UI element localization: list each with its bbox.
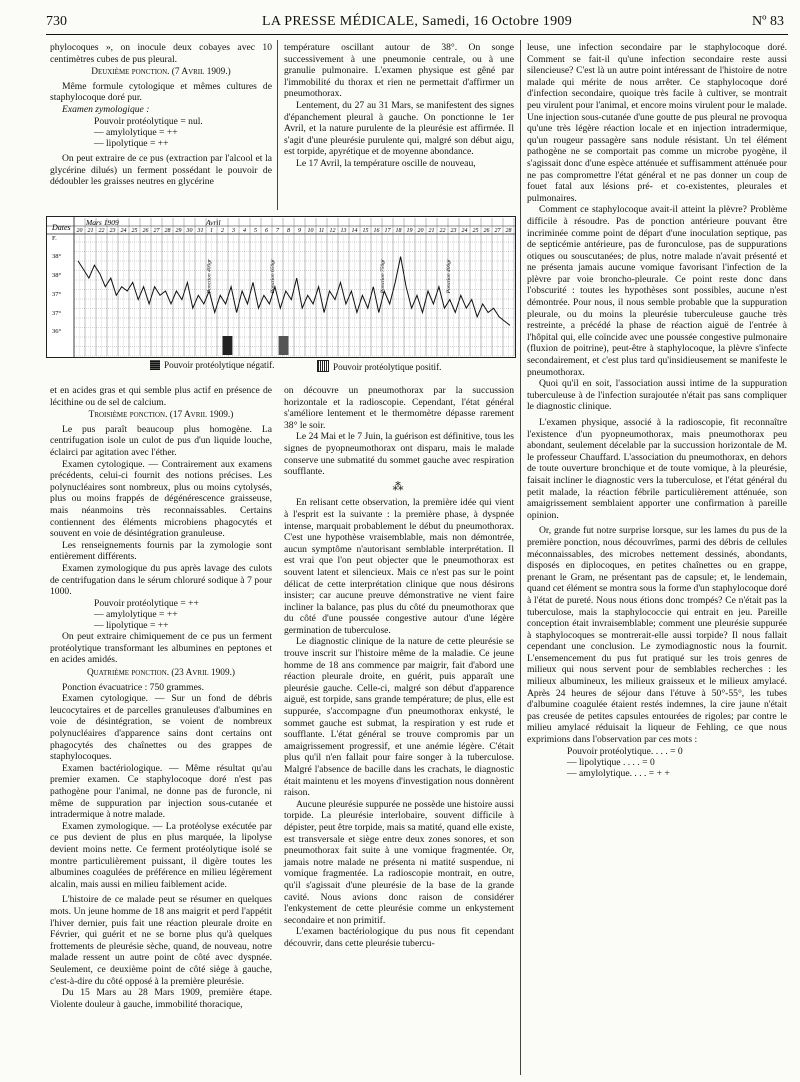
day-label: 7	[276, 228, 279, 234]
paragraph: on découvre un pneumothorax par la succussion horizontale et la radioscopie. Cependant, l'état général s'améliore lentement et le thermomètre dépasse rarement 38° le soir.	[284, 385, 514, 431]
y-label: F.	[52, 235, 57, 242]
legend-positive	[317, 360, 441, 372]
day-label: 14	[351, 228, 358, 234]
section-heading: Deuxième ponction. (7 Avril 1909.)	[91, 67, 231, 78]
day-label: 13	[340, 228, 347, 234]
paragraph: et en acides gras et qui semble plus actif en présence de lécithine ou de sel de calcium.	[50, 385, 272, 408]
formula-line: — lipolytique = ++	[94, 137, 169, 149]
y-label: 38°	[52, 272, 62, 279]
formula-block	[50, 116, 272, 150]
day-label: 2	[221, 228, 224, 234]
day-label: 31	[197, 228, 204, 234]
day-label: 3	[232, 228, 235, 234]
paragraph: Quoi qu'il en soit, l'association aussi intime de la suppuration tuberculeuse à de l'infection surajoutée n'était pas sans compliquer le diagnostic clinique.	[527, 378, 787, 413]
paragraph: Le diagnostic clinique de la nature de cette pleurésie se trouve inscrit sur l'histoire même de la maladie. Ce jeune homme de 18 ans commence par maigrir, fait d'abord une réaction pleurale droite, en guérit, puis apparaît une pleurésie gauche. Celle-ci, malgré son début d'apparence aiguë, est torpide, sans grande température; de plus, elle est suppurée, s'accompagne d'un pneumothorax enkysté, le sommet gauche est submat, la respiration y est rude et soufflante. L'état général se trouve compromis par un amaigrissement progressif, et une anémie légère. C'était plus qu'il n'en fallait pour faire songer à la tuberculose. Malgré l'absence de bacille dans les crachats, le diagnostic était maintenu et les moyens d'investigation nous donnèrent raison.	[284, 636, 514, 799]
day-label: 20	[76, 228, 83, 234]
puncture-label: Ponction 400gr	[446, 258, 453, 294]
positive-swatch	[317, 360, 329, 372]
paragraph: L'histoire de ce malade peut se résumer en quelques mots. Un jeune homme de 18 ans maigrit et perd l'appétit l'hiver dernier, puis fait une réaction pleurale droite en Février, qui guérit et ne se borne plus qu'à quelques frottements de pleurésie sèche, quand, de nouveau, notre malade ressent un autre point de côté avec dyspnée. Seulement, ce deuxième point de côté siège à gauche, c'est-à-dire du côté opposé à la première pleurésie.	[50, 894, 272, 987]
paragraph: Le 24 Mai et le 7 Juin, la guérison est définitive, tous les signes de pyopneumothorax ont disparu, mais le malade conserve une submatité du sommet gauche avec respiration soufflante.	[284, 431, 514, 478]
legend-negative	[150, 360, 274, 370]
page-header	[46, 14, 788, 35]
formula-block	[527, 746, 787, 780]
paragraph: Même formule cytologique et mêmes cultures de staphylocoque doré pur.	[50, 80, 272, 104]
day-label: 15	[362, 228, 369, 234]
column-1-top	[50, 42, 272, 188]
temperature-chart	[46, 216, 516, 358]
y-label: 38°	[52, 253, 62, 260]
paragraph: phylocoques », on inocule deux cobayes avec 10 centimètres cubes de pus pleural.	[50, 42, 272, 65]
paragraph: Le pus paraît beaucoup plus homogène. La centrifugation isole un culot de pus d'un liquide louche, éclairci par agitation avec l'éther.	[50, 423, 272, 458]
day-label: 17	[384, 228, 391, 234]
column-1-bottom	[50, 385, 272, 1010]
paragraph: Le 17 Avril, la température oscille de nouveau,	[296, 157, 476, 169]
paragraph: Comment ce staphylocoque avait-il atteint la plèvre? Problème difficile à résoudre. Pas de ponction antérieure pouvant être incriminée comme point de départ d'une inoculation septique, pas de septicémie antérieure, pas de furonculose, pas de suppurations otiques ou souscutanées; de plus, notre malade n'avait présenté et ne présenta jamais aucune vomique favorisant l'infection de la plèvre par voie broncho-pleurale. Ce point reste donc dans l'obscurité : toutes les hypothèses sont possibles, aucune n'est démontrée. Pour nous, il nous semble probable que la suppuration pleurale, ou du moins la pleurésie tuberculeuse gauche très restreinte, a précédé la phase de réaction aiguë de l'entrée à l'hôpital qui, elle coïncide avec une poussée congestive pulmonaire (fluxion de poitrine), peut-être à staphylocoque, la plèvre s'infecte secondairement, et c'est plus tard qu'insidieusement se manifeste le pneumothorax.	[527, 204, 787, 378]
paragraph: Examen cytologique. — Sur un fond de débris leucocytaires et de parcelles granuleuses d'albumines en voie de désintégration, se voient de nombreux polynucléaires d'apparence sains dont certains ont phagocytés des chaînettes ou des grappes de staphylocoques.	[50, 693, 272, 763]
journal-title: LA PRESSE MÉDICALE, Samedi, 16 Octobre 1909	[262, 14, 572, 29]
day-label: 20	[417, 228, 424, 234]
day-label: 18	[395, 228, 402, 234]
section-heading: Troisième ponction. (17 Avril 1909.)	[88, 410, 234, 421]
paragraph: En relisant cette observation, la première idée qui vient à l'esprit est la suivante : la première phase, à dyspnée intense, marquait probablement le début du pneumothorax. C'est une hypothèse vraisemblable, mais non démontrée, aucun symptôme n'autorisant semblable interprétation. Il est vrai que l'on peut objecter que le pneumothorax est souvent latent et silencieux. Mais ce n'est pas sur le point délicat de cette interprétation clinique que nous désirons insister; car aucune preuve démonstrative ne vient faire incliner la balance, pas plus du côté du pneumothorax que du côté d'une poussée congestive autour d'une légère germination de tuberculose.	[284, 497, 514, 636]
negative-bar	[223, 336, 233, 355]
negative-swatch	[150, 360, 160, 370]
paragraph: température oscillant autour de 38°. On songe successivement à une pneumonie centrale, ou à une granulie pulmonaire. L'examen physique est gêné par l'immobilité du thorax et rien ne permettait d'affirmer un pneumothorax.	[284, 42, 514, 100]
day-label: 6	[265, 228, 268, 234]
positive-bar	[279, 336, 289, 355]
day-label: 24	[461, 228, 468, 234]
paragraph: leuse, une infection secondaire par le staphylocoque doré. Comment se fait-il qu'une infection secondaire reste aussi silencieuse? C'est là un autre point intéressant de l'histoire de notre malade qui mérite de nous arrêter. Ce staphylocoque doré d'infection secondaire, quoique très facile à cultiver, se montrait peu virulent pour l'animal, et encore moins virulent pour le malade. Une injection sous-cutanée d'une goutte de pus pleural ne provoqua qu'une très légère réaction locale et en injection intradermique, qu'un rougeur passagère sans nodule résistant. Un tel élément pathogène ne se comportait pas comme un microbe pyogène, il s'agissait donc d'une espèce atténuée et suffisamment atténuée pour ne pas compromettre l'état général et ne pas donner un coup de fouet fatal aux lésions pré- et co-existentes, pleurales et pulmonaires.	[527, 42, 787, 204]
day-label: 27	[153, 228, 160, 234]
paragraph: On peut extraire de ce pus (extraction par l'alcool et la glycérine dilués) un ferment possédant le pouvoir de dédoubler les graisses neutres en glycérine	[50, 153, 272, 188]
day-label: 26	[142, 228, 149, 234]
day-label: 23	[450, 228, 457, 234]
day-label: 28	[164, 228, 171, 234]
legend-label: Pouvoir protéolytique négatif.	[164, 360, 275, 370]
month-label: Mars 1909	[86, 218, 119, 227]
formula-line: Pouvoir protéolytique = ++	[94, 597, 199, 609]
formula-line: — amylolytique = ++	[94, 126, 178, 138]
paragraph: Du 15 Mars au 28 Mars 1909, première étape. Violente douleur à gauche, immobilité thoracique,	[50, 987, 272, 1010]
paragraph: L'examen physique, associé à la radioscopie, fit reconnaître l'existence d'un pyopneumothorax, mais pneumothorax peu abondant, seulement décelable par la succussion horizontale de M. le professeur Chauffard. L'association du pneumothorax, en dehors de toute ouverture bronchique et de toute vomique, à la pleurésie, faisait incliner le diagnostic vers la tuberculose, et l'état général du petit malade, la réaction fébrile particulièrement atténuée, son amaigrissement semblaient apporter une confirmation à pareille opinion.	[527, 417, 787, 521]
column-rule	[520, 40, 521, 1075]
paragraph: Ponction évacuatrice : 750 grammes.	[62, 681, 204, 693]
day-label: 23	[109, 228, 116, 234]
formula-line: — lipolytique . . . . = 0	[567, 756, 655, 768]
paragraph: Examen zymologique. — La protéolyse exécutée par ce pus devient de plus en plus marquée, la lipolyse devient moins nette. Ce ferment protéolytique isolé se montre particulièrement puissant, il digère toutes les albumines coagulées de préférence en milieu légèrement alcalin, mais aussi en milieu faiblement acide.	[50, 820, 272, 890]
formula-line: — amylolytique. . . . = + +	[567, 768, 670, 780]
dates-label: Dates	[52, 223, 71, 232]
paragraph: On peut extraire chimiquement de ce pus un ferment protéolytique transformant les albumines en peptones et en acides amidés.	[50, 631, 272, 666]
issue-number: Nº 83	[752, 14, 784, 29]
day-label: 19	[406, 228, 413, 234]
formula-line: — lipolytique = ++	[94, 620, 169, 632]
paragraph: Examen bactériologique. — Même résultat qu'au premier examen. Ce staphylocoque doré n'est pas pathogène pour l'animal, ne donne pas de furoncle, ni même de suppuration par injection sous-cutanée et intradermique à notre malade.	[50, 762, 272, 821]
day-label: 11	[318, 228, 325, 234]
page-number: 730	[46, 14, 67, 29]
y-label: 37°	[52, 310, 62, 317]
paragraph: Lentement, du 27 au 31 Mars, se manifestent des signes d'épanchement pleural à gauche. On ponctionne le 1er Avril, et la nature purulente de la pleurésie est affirmée. Il s'agit d'une pleurésie purulente qui, malgré son début aigu, est torpide, apyrétique et de moyenne abondance.	[284, 99, 514, 158]
column-2-top	[284, 42, 514, 170]
day-label: 29	[175, 228, 182, 234]
day-label: 5	[254, 228, 257, 234]
day-label: 22	[439, 228, 446, 234]
column-2-bottom	[284, 385, 514, 950]
paragraph: Examen cytologique. — Contrairement aux examens précédents, celui-ci fournit des notions précises. Les polynucléaires sont nombreux, plus ou moins cytolysés, plus ou moins frappés de dégénérescence graisseuse, mais néanmoins très reconnaissables. Certains contiennent des éléments microbiens phagocytés et souvent en voie de désintégration granuleuse.	[50, 458, 272, 540]
day-label: 12	[329, 228, 336, 234]
day-label: 25	[131, 228, 138, 234]
column-3	[527, 42, 787, 779]
day-label: 28	[505, 228, 512, 234]
day-label: 21	[87, 228, 94, 234]
section-heading: Quatrième ponction. (23 Avril 1909.)	[86, 668, 236, 679]
paragraph: Les renseignements fournis par la zymologie sont entièrement différents.	[50, 539, 272, 563]
day-label: 1	[210, 228, 213, 234]
formula-line: — amylolytique = ++	[94, 608, 178, 620]
day-label: 9	[298, 228, 301, 234]
paragraph: Or, grande fut notre surprise lorsque, sur les lames du pus de la première ponction, nous découvrîmes, parmi des débris de cellules méconnaissables, des microbes nettement dessinés, abondants, disposés en diplocoques, en petites chaînettes ou en grappe, prenant le Gram, ne présentant pas de capsule; et, le lendemain, quand cet élément se montra sous la forme d'un staphylocoque doré à l'état de pureté. Nous nous étions donc trompés? Ce n'était pas la tuberculose, mais la staphylococcie qui entrait en jeu. Pareille conception était invraisemblable; comment une pleurésie suppurée à staphylocoques se montrerait-elle aussi torpide? Il nous fallait cependant une conclusion. Le zymodiagnostic nous la fournit. L'ensemencement du pus fut pratiqué sur les trois genres de milieux qui nous servent pour de semblables recherches : les milieux albumineux, les milieux graisseux et le milieux amylacé. Après 24 heures de séjour dans l'étuve à 50°-55°, les tubes d'albumine coagulée étaient restés indemnes, la cire jaune n'était pas creusée de petites capsules entourées de rigoles; par contre le milieu amylacé réduisait la liqueur de Fehling, ce que nous exprimions dans l'observation par ces mots :	[527, 525, 787, 746]
paragraph: Examen zymologique :	[62, 103, 150, 115]
day-label: 16	[373, 228, 380, 234]
y-label: 37°	[52, 291, 62, 298]
puncture-label: Ponction 400gr	[206, 258, 213, 294]
day-label: 24	[120, 228, 127, 234]
day-label: 27	[494, 228, 501, 234]
day-label: 30	[186, 228, 193, 234]
column-rule	[277, 40, 278, 210]
puncture-label: Ponction 650gr	[270, 258, 277, 294]
day-label: 8	[287, 228, 290, 234]
day-label: 10	[307, 228, 314, 234]
month-label: Avril	[206, 218, 221, 227]
day-label: 21	[428, 228, 435, 234]
day-label: 26	[483, 228, 490, 234]
legend-label: Pouvoir protéolytique positif.	[333, 362, 442, 372]
puncture-label: Ponction 750gr	[380, 258, 387, 294]
day-label: 25	[472, 228, 479, 234]
day-label: 4	[243, 228, 246, 234]
formula-block	[50, 598, 272, 632]
paragraph: L'examen bactériologique du pus nous fit cependant découvrir, dans cette pleurésie tubercu-	[284, 926, 514, 949]
paragraph: Examen zymologique du pus après lavage des culots de centrifugation dans le sérum chloruré sodique à 7 pour 1000.	[50, 562, 272, 598]
section-separator: ⁂	[392, 480, 406, 493]
paragraph: Aucune pleurésie suppurée ne possède une histoire aussi torpide. La pleurésie interlobaire, souvent difficile à dépister, peut être torpide, mais sa matité, quand elle existe, est transversale et siège entre deux zones sonores, et son pneumothorax fait suite à une vomique fragmentée. Or, jamais notre malade ne présenta ni matité suspendue, ni vomique fragmentée. La radioscopie montrait, en outre, qu'il s'agissait d'une pleurésie de la base de la grande cavité. Nous avions donc raison de considérer l'enkystement de cette pleurésie comme un enkystement secondaire et non primitif.	[284, 798, 514, 926]
formula-line: Pouvoir protéolytique = nul.	[94, 115, 203, 127]
formula-line: Pouvoir protéolytique. . . . = 0	[567, 745, 683, 757]
y-label: 36°	[52, 328, 62, 335]
day-label: 22	[98, 228, 105, 234]
